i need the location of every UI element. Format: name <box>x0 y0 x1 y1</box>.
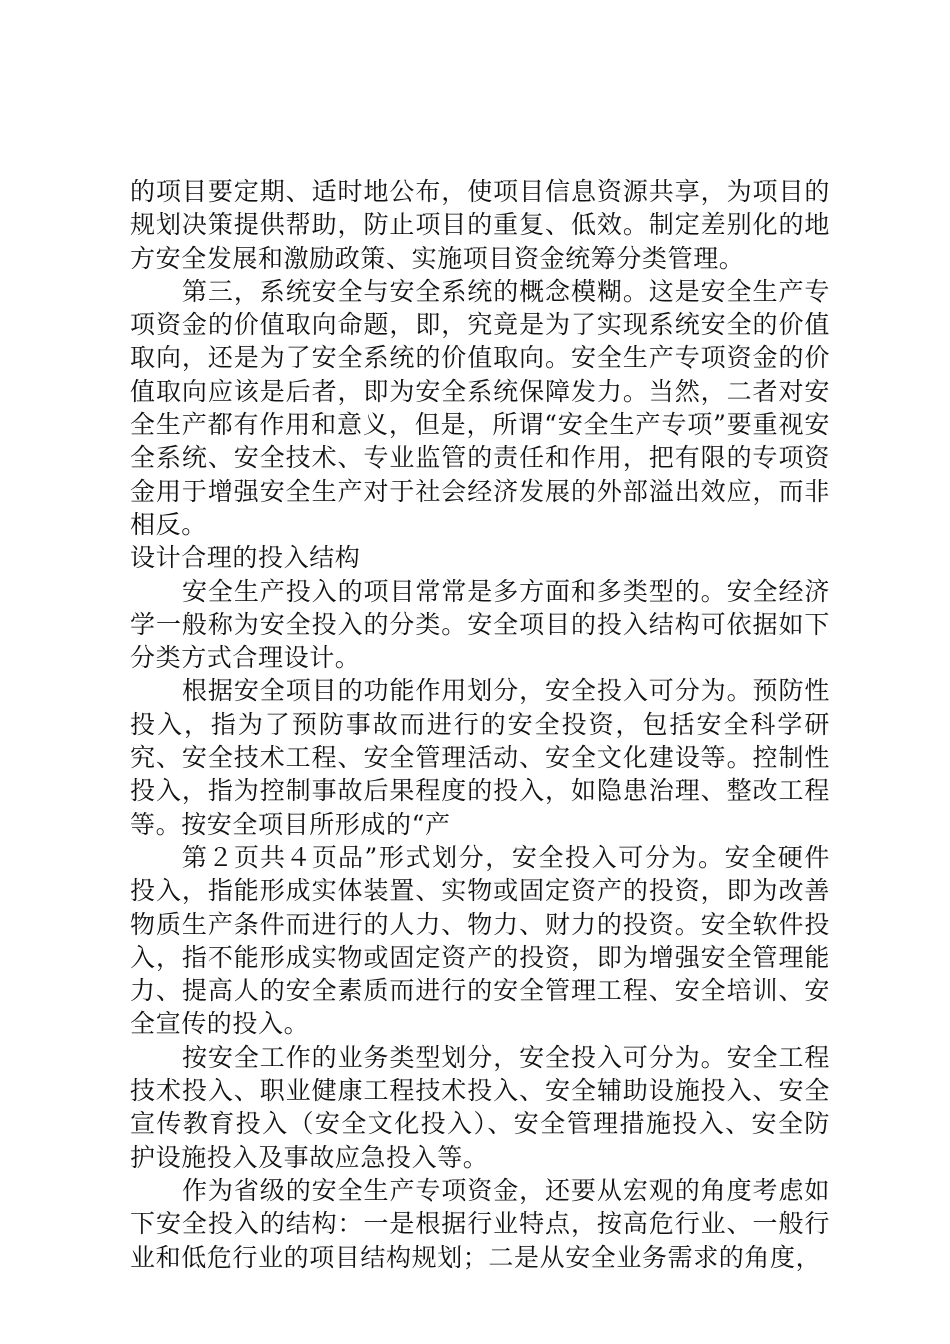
paragraph-4: 安全生产投入的项目常常是多方面和多类型的。安全经济学一般称为安全投入的分类。安全项目的投入结构可依据如下分类方式合理设计。 <box>130 576 830 673</box>
paragraph-6-text: 品”形式划分，安全投入可分为。安全硬件投入，指能形成实体装置、实物或固定资产的投资，即为改善物质生产条件而进行的人力、物力、财力的投资。安全软件投入，指不能形成实物或固定资产的投资，即为增强安全管理能力、提高人的安全素质而进行的安全管理工程、安全培训、安全宣传的投入。 <box>130 842 830 1039</box>
page-number-mark: 第２页共４页 <box>182 842 338 872</box>
paragraph-7: 按安全工作的业务类型划分，安全投入可分为。安全工程技术投入、职业健康工程技术投入、安全辅助设施投入、安全宣传教育投入（安全文化投入）、安全管理措施投入、安全防护设施投入及事故应急投入等。 <box>130 1042 830 1172</box>
paragraph-1: 的项目要定期、适时地公布，使项目信息资源共享，为项目的规划决策提供帮助，防止项目的重复、低效。制定差别化的地方安全发展和激励政策、实施项目资金统筹分类管理。 <box>130 177 830 273</box>
paragraph-8: 作为省级的安全生产专项资金，还要从宏观的角度考虑如下安全投入的结构：一是根据行业特点，按高危行业、一般行业和低危行业的项目结构规划；二是从安全业务需求的角度， <box>130 1175 830 1272</box>
paragraph-2: 第三，系统安全与安全系统的概念模糊。这是安全生产专项资金的价值取向命题，即，究竟是为了实现系统安全的价值取向，还是为了安全系统的价值取向。安全生产专项资金的价值取向应该是后者，即为安全系统保障发力。当然，二者对安全生产都有作用和意义，但是，所谓“安全生产专项”要重视安全系统、安全技术、专业监管的责任和作用，把有限的专项资金用于增强安全生产对于社会经济发展的外部溢出效应，而非相反。 <box>130 276 830 539</box>
paragraph-5: 根据安全项目的功能作用划分，安全投入可分为。预防性投入，指为了预防事故而进行的安全投资，包括安全科学研究、安全技术工程、安全管理活动、安全文化建设等。控制性投入，指为控制事故后果程度的投入，如隐患治理、整改工程等。按安全项目所形成的“产 <box>130 676 830 839</box>
paragraph-6 <box>130 841 830 1041</box>
document-body <box>130 175 830 1274</box>
section-heading: 设计合理的投入结构 <box>130 543 361 573</box>
